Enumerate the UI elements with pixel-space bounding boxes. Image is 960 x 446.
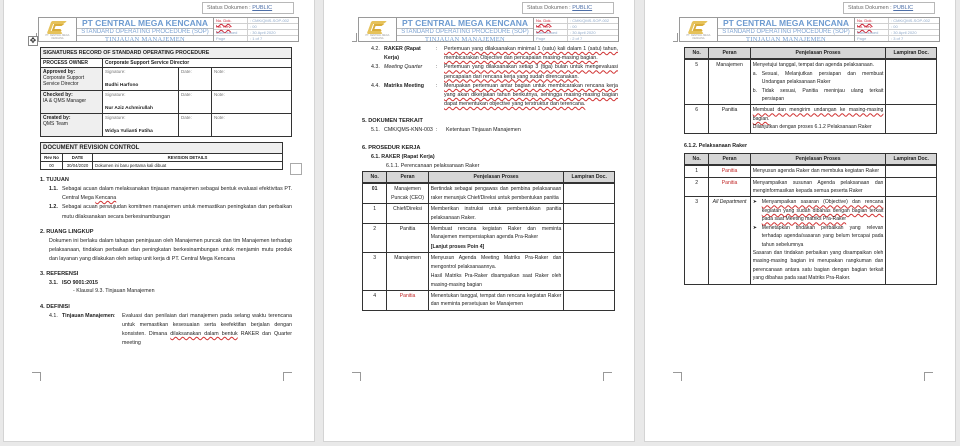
margin-marker xyxy=(32,372,41,381)
status-dokumen-box: Status Dokumen : PUBLIC xyxy=(843,2,935,14)
page-1-content: SIGNATURES RECORD OF STANDARD OPERATING PROCEDURE PROCESS OWNER Corporate Support Service Director Approved by: Corporate Support Service Director Signature: Budhi Harfono Date: Note: Checked by: IA & QMS Manager Signature: Nur Aziz Achmirullah Date: Note: Created by: QMS Team Signature: Widya Yulianti Fatiha Date: Note: DOCUMENT REVISION CONTROL Rev No DATE REVISION DETAILS 00 30/04/2020 Dokumen ini baru pertama kali dibuat 1. TUJUAN 1.1. Sebagai acuan dalam melaksanakan tinjauan manajemen sebagai bentuk evaluasi efektivitas PT. Central Mega Kencana 1.2. Sebagai acuan perwujudan komitmen manajemen untuk memastikan peningkatan dan perbaikan mutu dilaksanakan secara berkesinambungan 2. RUANG LINGKUP Dokumen ini berlaku dalam tahapan peninjauan oleh Manajemen puncak dan tim Manajemen terhadap pelaksanaan, tindakan perbaikan dan peningkatan berkesinambungan untuk menjamin mutu produk dan layanan yang dilakukan oleh setiap unit kerja di PT. Central Mega Kencana 3. REFERENSI 3.1. ISO 9001:2015 - Klausul 9.3. Tinjauan Manajemen 4. DEFINISI 4.1. Tinjauan Manajemen : Evaluasi dan penilaian dari manajemen pada selang waktu terencana untuk memastikan kesesuaian serta keefektifan berjalan dengan konsisten. Dimana dilaksanakan dalam bentuk RAKER dan Quarter meeting xyxy=(40,47,292,348)
arrow-bullet-icon: ➤ xyxy=(752,199,758,206)
status-dokumen-box xyxy=(202,2,294,14)
section-dokumen-terkait: 5. DOKUMEN TERKAIT xyxy=(362,118,423,125)
table-row: 4 Panitia Menentukan tanggal, tempat dan rencana kegiatan Raker dan meminta persetujuan ke Manajemen xyxy=(363,290,615,310)
document-page-1 xyxy=(3,0,315,442)
company-logo: PT. CENTRAL MEGA KENCANA xyxy=(680,18,718,41)
margin-marker xyxy=(352,372,361,381)
process-table-pelaksanaan: No. Peran Penjelasan Proses Lampiran Doc. 1 Panitia Menyusun agenda Raker dan membuka kegiatan Raker 2 Panitia Menyampaikan susunan Agenda pelaksanaan dan menginformasikan kepada semua peserta Raker 3 All Department ➤ Menyampaikan sasaran (Objective) dan rencana kegiatan yang sudah dibahas dengan bagian terkait pada saat Meeting matriks Pra-Raker ➤ Menetapkan tindakan perbaikan yang relevan terhadap agenda/sasaran yang belum tercapai pada tahun sebelumnya Sasaran dan tindakan perbaikan yang disampaikan oleh masing-masing bagian ini merupakan rangkuman dan perencanaan antara satu bagian dengan bagian terkait yang dibahas pada saat Matriks Pra-Raker. xyxy=(684,153,937,285)
table-row: 2 Panitia Menyampaikan susunan Agenda pelaksanaan dan menginformasikan kepada semua peserta Raker xyxy=(685,177,937,197)
margin-marker xyxy=(352,33,357,42)
doc-title: TINJAUAN MANAJEMEN xyxy=(105,36,185,43)
section-tujuan: 1. TUJUAN xyxy=(40,177,69,183)
process-table-perencanaan-continued: No. Peran Penjelasan Proses Lampiran Doc. 5 Manajemen Menyetujui tanggal, tempat dan agenda pelaksanaan. a. Sesuai, Melanjutkan persiapan dan membuat Undangan pelaksanaan Raker b. Tidak sesuai, Panitia meninjau ulang terkait persiapan 6 Panitia Membuat dan mengirim undangan ke masing-masing bagian. Dilanjutkan dengan proses 6.1.2 Pelaksanaan Raker xyxy=(684,47,937,134)
document-header xyxy=(38,17,299,42)
company-logo: PT. CENTRAL MEGA KENCANA xyxy=(359,18,397,41)
company-logo: PT. CENTRAL MEGA KENCANA xyxy=(39,18,77,41)
status-value: PUBLIC xyxy=(252,5,273,11)
layout-options-button[interactable] xyxy=(290,163,302,175)
table-row: 3 Manajemen Menyusun Agenda Meeting Matriks Pra-Raker dan mengontrol pelaksanaannya. Hasil Matriks Pra-Raker disampaikan saat Raker oleh masing-masing bagian xyxy=(363,253,615,291)
margin-marker xyxy=(283,372,292,381)
table-row: 1 Chief/Direksi Memberikan instruksi untuk pembentukkan panitia pelaksanaan Raker. xyxy=(363,204,615,224)
table-row: 6 Panitia Membuat dan mengirim undangan ke masing-masing bagian. Dilanjutkan dengan proses 6.1.2 Pelaksanaan Raker xyxy=(685,105,937,133)
status-label: Status Dokumen : xyxy=(207,5,253,11)
table-row: 5 Manajemen Menyetujui tanggal, tempat dan agenda pelaksanaan. a. Sesuai, Melanjutkan persiapan dan membuat Undangan pelaksanaan Raker b. Tidak sesuai, Panitia meninjau ulang terkait persiapan xyxy=(685,59,937,105)
table-row: 2 Panitia Membuat rencana kegiatan Raker dan meminta Manajemen mempersiapkan agenda Pra-Raker [Lanjut proses Poin 4] xyxy=(363,224,615,253)
table-row: 01 Manajemen Puncak (CEO) Bertindak sebagai pengawas dan pembina pelaksanaan raker menunjuk Chief/Direksi untuk pembentukan panitia xyxy=(363,183,615,203)
margin-marker xyxy=(673,33,678,42)
sop-title: STANDARD OPERATING PROCEDURE (SOP) xyxy=(77,29,213,36)
document-page-2 xyxy=(323,0,635,442)
page-3-content xyxy=(684,47,940,285)
document-header: PT. CENTRAL MEGA KENCANA PT CENTRAL MEGA KENCANA STANDARD OPERATING PROCEDURE (SOP) TINJAUAN MANAJEMEN No. Dok. : CMK/QMS-SOP-002 No. Rev. : 00 Date Issued : 30 April 2020 Page : 3 of 7 xyxy=(679,17,940,42)
signature-title: SIGNATURES RECORD OF STANDARD OPERATING PROCEDURE xyxy=(41,48,292,59)
page-2-content: 4.2. RAKER (Rapat Kerja) : Pertemuan yang dilaksanakan minimal 1 (satu) kali dalam 1 (satu) tahun, membicarakan Objective dan pencapaian masing-masing bagian. 4.3. Meeting Quarter : Pertemuan yang dilaksanakan setiap 3 (tiga) bulan untuk mengevaluasi pencapaian dari rencana kerja yang sudah direncanakan. 4.4. Matriks Meeting : Merupakan pertemuan antar bagian untuk membicarakan rencana kerja yang akan dikerjakan tahun berikutnya, sehingga masing-masing bagian dapat menentukan objective yang terstruktur dan terencana. 5. DOKUMEN TERKAIT 5.1. CMK/QMS-KNN-003 : Ketentuan Tinjauan Manajemen 6. PROSEDUR KERJA 6.1. RAKER (Rapat Kerja) 6.1.1. Perencanaan pelaksanaan Raker No. Peran Penjelasan Proses Lampiran Doc. 01 Manajemen Puncak (CEO) Bertindak sebagai pengawas dan pembina pelaksanaan raker menunjuk Chief/Direksi untuk pembentukan panitia 1 Chief/Direksi Memberikan instruksi untuk pembentukkan panitia pelaksanaan Raker. 2 Panitia Membuat rencana kegiatan Raker dan meminta Manajemen mempersiapkan agenda Pra-Raker [Lanjut proses Poin 4] 3 Manajemen Menyusun Agenda Meeting Matriks Pra-Raker dan mengontrol pelaksanaannya. Hasil Matriks Pra-Raker disampaikan saat Raker oleh masing-masing bagian 4 Panitia Menentukan tanggal, tempat dan rencana kegiatan Raker dan meminta persetujuan ke Manajemen xyxy=(362,45,618,311)
margin-marker xyxy=(673,372,682,381)
table-move-handle-icon[interactable]: ✥ xyxy=(29,36,37,45)
process-table-perencanaan: No. Peran Penjelasan Proses Lampiran Doc. 01 Manajemen Puncak (CEO) Bertindak sebagai pengawas dan pembina pelaksanaan raker menunjuk Chief/Direksi untuk pembentukan panitia 1 Chief/Direksi Memberikan instruksi untuk pembentukkan panitia pelaksanaan Raker. 2 Panitia Membuat rencana kegiatan Raker dan meminta Manajemen mempersiapkan agenda Pra-Raker [Lanjut proses Poin 4] 3 Manajemen Menyusun Agenda Meeting Matriks Pra-Raker dan mengontrol pelaksanaannya. Hasil Matriks Pra-Raker disampaikan saat Raker oleh masing-masing bagian 4 Panitia Menentukan tanggal, tempat dan rencana kegiatan Raker dan meminta persetujuan ke Manajemen xyxy=(362,171,615,311)
document-page-3 xyxy=(644,0,956,442)
signature-table: SIGNATURES RECORD OF STANDARD OPERATING PROCEDURE PROCESS OWNER Corporate Support Service Director Approved by: Corporate Support Service Director Signature: Budhi Harfono Date: Note: Checked by: IA & QMS Manager Signature: Nur Aziz Achmirullah Date: Note: Created by: QMS Team Signature: Widya Yulianti Fatiha Date: Note: xyxy=(40,47,292,137)
margin-marker xyxy=(924,372,933,381)
section-prosedur-kerja: 6. PROSEDUR KERJA xyxy=(362,144,421,151)
revision-control-table: DOCUMENT REVISION CONTROL Rev No DATE REVISION DETAILS 00 30/04/2020 Dokumen ini baru pertama kali dibuat xyxy=(40,142,283,170)
company-name: PT CENTRAL MEGA KENCANA xyxy=(77,18,213,29)
header-meta: No. Dok. : CMK/QMS-SOP-002 No. Rev. : 00 Date Issued : 30 April 2020 Page : 1 of 7 xyxy=(214,18,298,41)
section-referensi: 3. REFERENSI xyxy=(40,271,79,278)
arrow-bullet-icon: ➤ xyxy=(752,224,758,231)
status-dokumen-box: Status Dokumen : PUBLIC xyxy=(522,2,614,14)
margin-marker xyxy=(603,372,612,381)
section-pelaksanaan-raker: 6.1.2. Pelaksanaan Raker xyxy=(684,142,748,149)
section-definisi: 4. DEFINISI xyxy=(40,303,70,310)
document-header: PT. CENTRAL MEGA KENCANA PT CENTRAL MEGA KENCANA STANDARD OPERATING PROCEDURE (SOP) TINJAUAN MANAJEMEN No. Dok. : CMK/QMS-SOP-002 No. Rev. : 00 Date Issued : 30 April 2020 Page : 2 of 7 xyxy=(358,17,619,42)
table-row: 1 Panitia Menyusun agenda Raker dan membuka kegiatan Raker xyxy=(685,165,937,177)
section-ruang-lingkup: 2. RUANG LINGKUP xyxy=(40,228,94,235)
table-row: 3 All Department ➤ Menyampaikan sasaran (Objective) dan rencana kegiatan yang sudah dibahas dengan bagian terkait pada saat Meeting matriks Pra-Raker ➤ Menetapkan tindakan perbaikan yang relevan terhadap agenda/sasaran yang belum tercapai pada tahun sebelumnya Sasaran dan tindakan perbaikan yang disampaikan oleh masing-masing bagian ini merupakan rangkuman dan perencanaan antara satu bagian dengan bagian terkait yang dibahas pada saat Matriks Pra-Raker. xyxy=(685,197,937,284)
